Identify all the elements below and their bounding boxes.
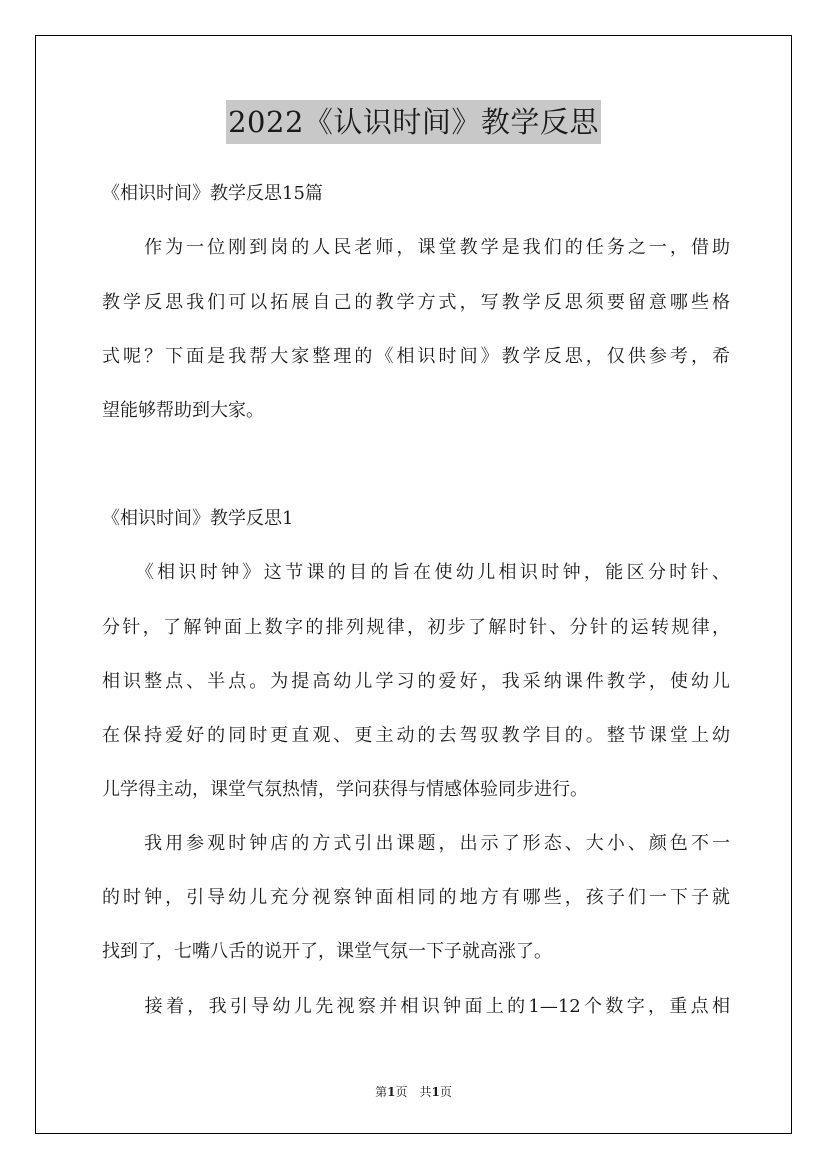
para1-line-1: 《相识时钟》这节课的目的旨在使幼儿相识时钟，能区分时针、 <box>102 562 730 583</box>
intro-line-3: 式呢？下面是我帮大家整理的《相识时间》教学反思，仅供参考，希 <box>102 346 730 367</box>
footer-page-number: 1 <box>387 1085 396 1099</box>
para1-line-3: 相识整点、半点。为提高幼儿学习的爱好，我采纳课件教学，使幼儿 <box>102 671 730 692</box>
intro-line-2: 教学反思我们可以拓展自己的教学方式，写教学反思须要留意哪些格 <box>102 292 730 313</box>
footer-page-mid: 页 共 <box>395 1085 432 1099</box>
section-heading: 《相识时间》教学反思1 <box>102 508 294 529</box>
para3-line-1: 接着，我引导幼儿先视察并相识钟面上的1—12个数字，重点相 <box>102 996 730 1017</box>
intro-line-1: 作为一位刚到岗的人民老师，课堂教学是我们的任务之一，借助 <box>102 237 730 258</box>
document-subtitle: 《相识时间》教学反思15篇 <box>102 183 323 204</box>
footer-page-pre: 第 <box>375 1085 388 1099</box>
para1-line-2: 分针，了解钟面上数字的排列规律，初步了解时针、分针的运转规律， <box>102 617 730 638</box>
para1-line-5: 儿学得主动，课堂气氛热情，学问获得与情感体验同步进行。 <box>102 779 588 800</box>
document-title: 2022《认识时间》教学反思 <box>226 100 601 144</box>
footer-page-post: 页 <box>439 1085 452 1099</box>
title-container <box>0 100 827 144</box>
intro-line-4: 望能够帮助到大家。 <box>102 400 264 421</box>
page-footer <box>0 1084 827 1100</box>
para2-line-1: 我用参观时钟店的方式引出课题，出示了形态、大小、颜色不一 <box>102 833 730 854</box>
para2-line-3: 找到了，七嘴八舌的说开了，课堂气氛一下子就高涨了。 <box>102 941 552 962</box>
para1-line-4: 在保持爱好的同时更直观、更主动的去驾驭教学目的。整节课堂上幼 <box>102 725 730 746</box>
para2-line-2: 的时钟，引导幼儿充分视察钟面相同的地方有哪些，孩子们一下子就 <box>102 887 730 908</box>
footer-page-total: 1 <box>431 1085 440 1099</box>
